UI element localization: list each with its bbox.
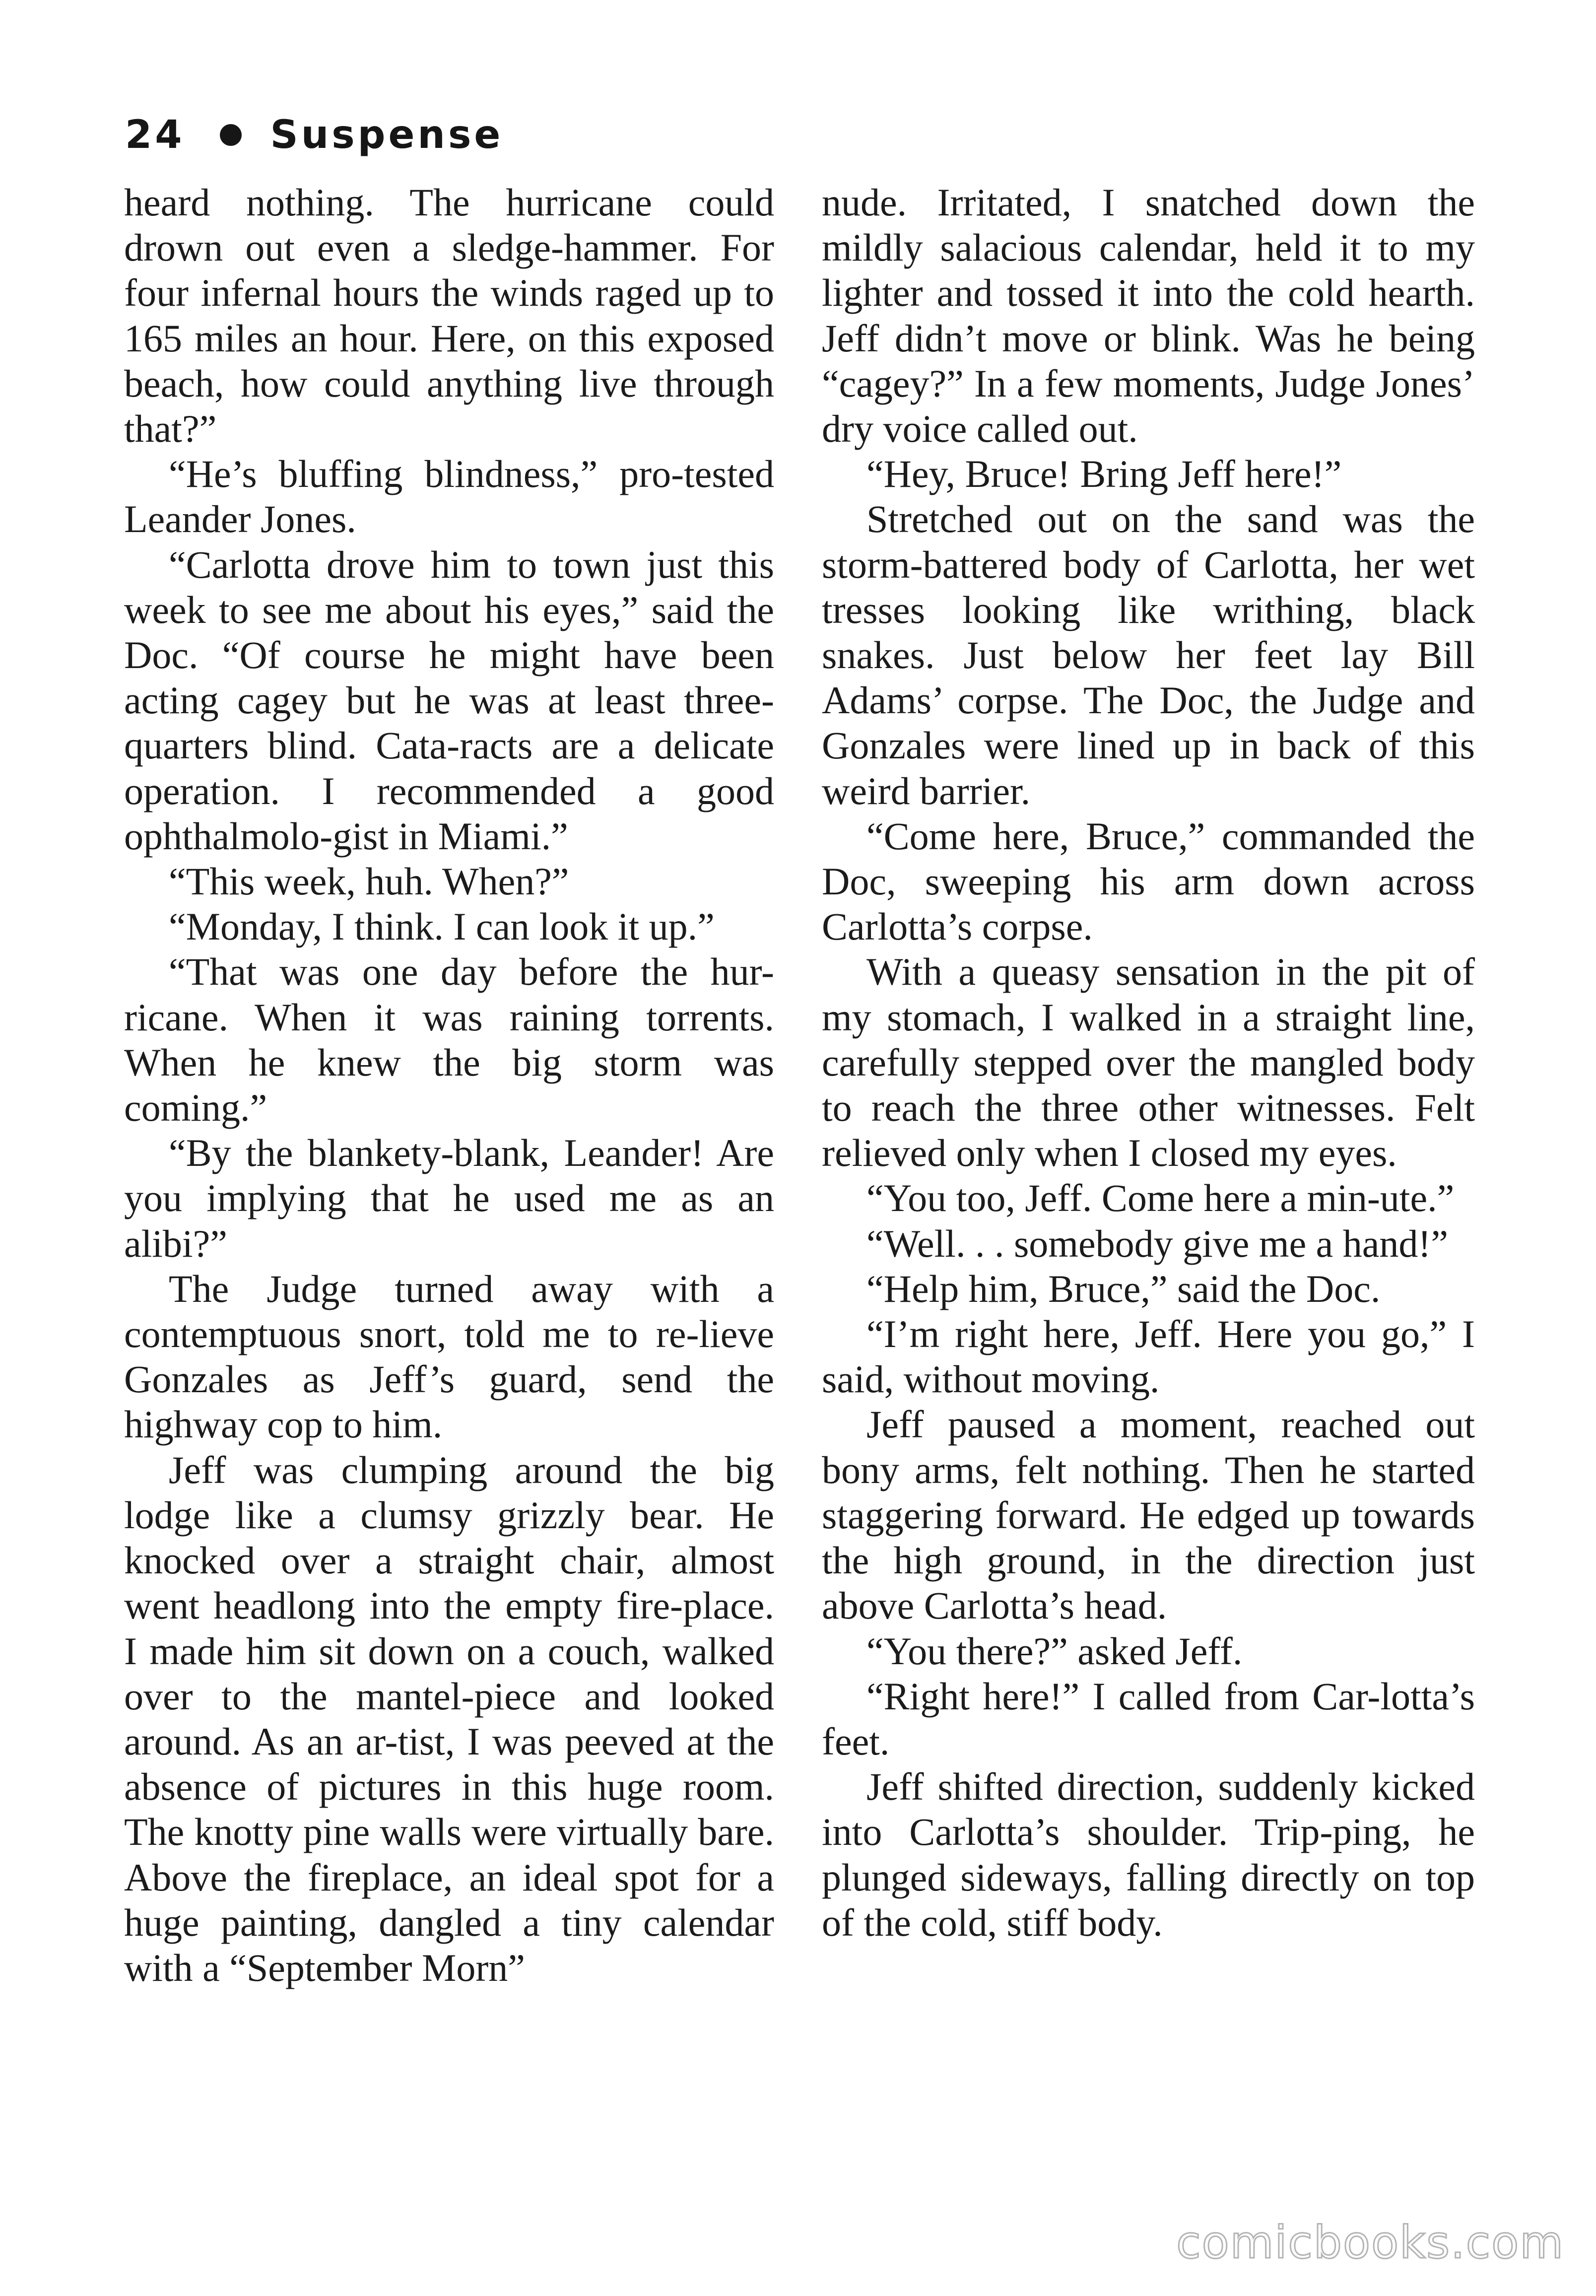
paragraph: nude. Irritated, I snatched down the mildly salacious calendar, held it to my lighter and tossed it into the cold hearth. Jeff didn’t move or blink. Was he being “cagey?” In a few moments, Judge Jones’ dry voice called out.: [822, 181, 1475, 451]
paragraph: “You too, Jeff. Come here a min-ute.”: [866, 1176, 1455, 1220]
paragraph: “Well. . . somebody give me a hand!”: [866, 1221, 1449, 1265]
paragraph: “Come here, Bruce,” commanded the Doc, sweeping his arm down across Carlotta’s corpse.: [822, 814, 1475, 948]
paragraph: “Monday, I think. I can look it up.”: [169, 905, 715, 948]
paragraph: The Judge turned away with a contemptuous snort, told me to re-lieve Gonzales as Jeff’s guard, send the highway cop to him.: [124, 1267, 774, 1446]
paragraph: Jeff shifted direction, suddenly kicked into Carlotta’s shoulder. Trip-ping, he plunged sideways, falling directly on top of the cold, stiff body.: [822, 1765, 1475, 1944]
paragraph: “Help him, Bruce,” said the Doc.: [866, 1267, 1381, 1310]
watermark: comicbooks.com: [1176, 2217, 1564, 2269]
paragraph: “Right here!” I called from Car-lotta’s feet.: [822, 1674, 1475, 1763]
paragraph: With a queasy sensation in the pit of my stomach, I walked in a straight line, carefully stepped over the mangled body to reach the three other witnesses. Felt relieved only when I closed my eyes.: [822, 950, 1475, 1175]
paragraph: Jeff paused a moment, reached out bony arms, felt nothing. Then he started staggering forward. He edged up towards the high ground, in the direction just above Carlotta’s head.: [822, 1403, 1475, 1627]
right-column: [822, 180, 1475, 1945]
paragraph: “You there?” asked Jeff.: [866, 1629, 1243, 1673]
paragraph: Jeff was clumping around the big lodge like a clumsy grizzly bear. He knocked over a straight chair, almost went headlong into the empty fire-place. I made him sit down on a couch, walked over to the mantel-piece and looked around. As an ar-tist, I was peeved at the absence of pictures in this huge room. The knotty pine walls were virtually bare. Above the fireplace, an ideal spot for a huge painting, dangled a tiny calendar with a “September Morn”: [124, 1448, 774, 1989]
page-number: 24: [125, 113, 185, 157]
paragraph: “This week, huh. When?”: [169, 860, 569, 903]
page-header: [125, 105, 503, 165]
paragraph: Stretched out on the sand was the storm-battered body of Carlotta, her wet tresses looking like writhing, black snakes. Just below her feet lay Bill Adams’ corpse. The Doc, the Judge and Gonzales were lined up in back of this weird barrier.: [822, 497, 1475, 812]
left-column: [124, 180, 774, 1990]
paragraph: heard nothing. The hurricane could drown out even a sledge-hammer. For four infernal hours the winds raged up to 165 miles an hour. Here, on this exposed beach, how could anything live through that?”: [124, 181, 774, 451]
paragraph: “He’s bluffing blindness,” pro-tested Leander Jones.: [124, 452, 774, 541]
bullet-separator: [220, 124, 242, 146]
magazine-title: Suspense: [270, 113, 504, 157]
paragraph: “Hey, Bruce! Bring Jeff here!”: [866, 452, 1342, 496]
paragraph: “I’m right here, Jeff. Here you go,” I said, without moving.: [822, 1312, 1475, 1401]
paragraph: “That was one day before the hur-ricane. When it was raining torrents. When he knew the big storm was coming.”: [124, 950, 774, 1130]
paragraph: “By the blankety-blank, Leander! Are you implying that he used me as an alibi?”: [124, 1131, 774, 1265]
paragraph: “Carlotta drove him to town just this week to see me about his eyes,” said the Doc. “Of course he might have been acting cagey but he was at least three-quarters blind. Cata-racts are a delicate operation. I recommended a good ophthalmolo-gist in Miami.”: [124, 542, 774, 858]
